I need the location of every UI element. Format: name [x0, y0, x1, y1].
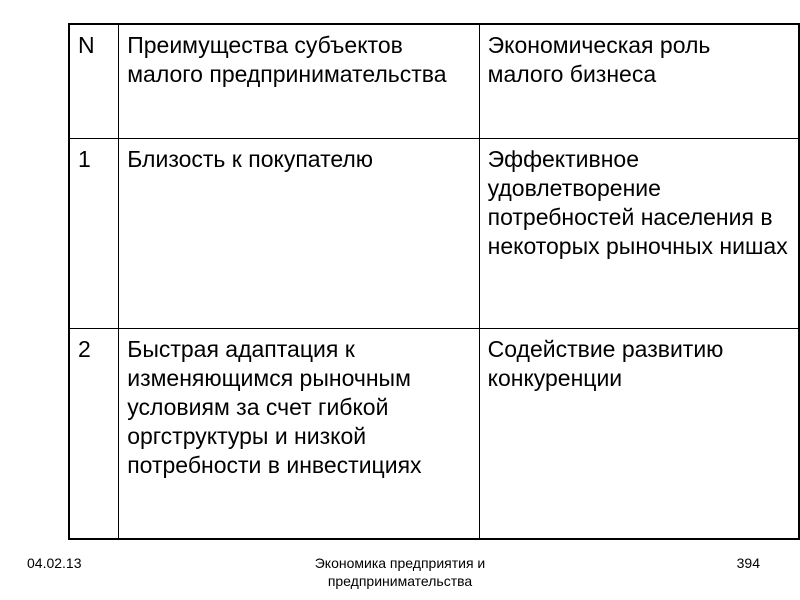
table-header-row: [69, 24, 799, 139]
advantages-table: [68, 23, 800, 540]
footer-page-number: 394: [736, 555, 760, 571]
role-cell: Эффективное удовлетворение потребностей населения в некоторых рыночных нишах: [479, 139, 799, 329]
table-row: [69, 329, 799, 540]
header-number-cell: N: [69, 24, 119, 139]
header-advantages-cell: Преимущества субъектов малого предпринимательства: [119, 24, 479, 139]
row-number-cell: 1: [69, 139, 119, 329]
table-row: [69, 139, 799, 329]
header-role-cell: Экономическая роль малого бизнеса: [479, 24, 799, 139]
row-number-cell: 2: [69, 329, 119, 540]
footer-date: 04.02.13: [27, 555, 82, 571]
advantage-cell: Быстрая адаптация к изменяющимся рыночным условиям за счет гибкой оргструктуры и низкой потребности в инвестициях: [119, 329, 479, 540]
role-cell: Содействие развитию конкуренции: [479, 329, 799, 540]
footer-title: Экономика предприятия и предпринимательства: [314, 555, 486, 589]
advantage-cell: Близость к покупателю: [119, 139, 479, 329]
